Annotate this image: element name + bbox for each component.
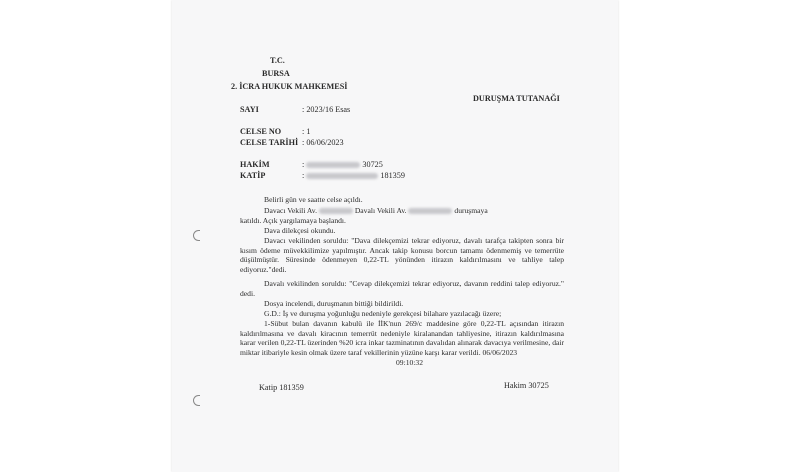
defendant-statement: Davalı vekilinden soruldu: "Cevap dilekçemizi tekrar ediyoruz, davanın reddini talep ediyoruz." dedi.: [240, 279, 564, 298]
hakim-label: HAKİM: [240, 160, 270, 169]
redacted-name: [306, 173, 378, 179]
celse-tarihi-value: : 06/06/2023: [302, 138, 344, 147]
celse-no-label: CELSE NO: [240, 127, 282, 136]
attendance-line: [264, 206, 488, 216]
opening-line: Belirli gün ve saatte celse açıldı.: [264, 195, 363, 204]
attendance-line-2: katıldı. Açık yargılamaya başlandı.: [240, 216, 346, 225]
sayi-value: : 2023/16 Esas: [302, 105, 351, 114]
punch-hole: [193, 395, 200, 406]
punch-hole: [193, 230, 200, 241]
katip-row: : 181359: [302, 171, 405, 180]
hakim-signature: Hakim 30725: [504, 381, 549, 390]
hakim-row: : 30725: [302, 160, 383, 169]
plaintiff-counsel-label: Davacı Vekili Av.: [264, 206, 318, 215]
attendance-suffix: duruşmaya: [454, 206, 488, 215]
petition-read-line: Dava dilekçesi okundu.: [264, 226, 336, 235]
redacted-name: [306, 162, 360, 168]
hakim-value: 30725: [362, 160, 383, 169]
katip-value: 181359: [380, 171, 405, 180]
decision-intro: G.D.: İş ve duruşma yoğunluğu nedeniyle gerekçesi bilahare yazılacağı üzere;: [264, 309, 502, 318]
document-title: DURUŞMA TUTANAĞI: [473, 94, 560, 103]
defendant-counsel-label: Davalı Vekili Av.: [354, 206, 407, 215]
sayi-label: SAYI: [240, 105, 259, 114]
file-examined-line: Dosya incelendi, duruşmanın bittiği bildirildi.: [264, 299, 404, 308]
header-city: BURSA: [262, 69, 290, 78]
plaintiff-statement: Davacı vekilinden soruldu: "Dava dilekçemizi tekrar ediyoruz, davalı tarafça takipten sonra bir kısım ödeme müvekkilimize yapılmıştır. Ancak takip konusu borcun tamamı ödenmemiş ve temerrüte düşülmüştür. Süresinde ödenmeyen 0,22-TL yönünden itirazın kaldırılmasını ve tahliye talep ediyoruz."dedi.: [240, 236, 564, 274]
header-court: 2. İCRA HUKUK MAHKEMESİ: [231, 82, 348, 91]
decision-time: 09:10:32: [396, 358, 424, 367]
redacted-name: [319, 208, 353, 214]
decision-text: 1-Sübut bulan davanın kabulü ile İİK'nun 269/c maddesine göre 0,22-TL açısından itirazın kaldırılmasına ve davalı kiracının temerrüt nedeniyle kiralanandan tahliyesine, itirazın kaldırılmasına karar verilen 0,22-TL üzerinden %20 icra inkar tazminatının davalıdan alınarak davacıya verilmesine, dair miktar itibariyle kesin olmak üzere taraf vekillerinin yüzüne karşı karar verildi. 06/06/2023: [240, 319, 564, 357]
katip-signature: Katip 181359: [259, 383, 304, 392]
redacted-name: [408, 208, 452, 214]
katip-label: KATİP: [240, 171, 266, 180]
celse-tarihi-label: CELSE TARİHİ: [240, 138, 299, 147]
header-tc: T.C.: [270, 56, 285, 65]
celse-no-value: : 1: [302, 127, 311, 136]
